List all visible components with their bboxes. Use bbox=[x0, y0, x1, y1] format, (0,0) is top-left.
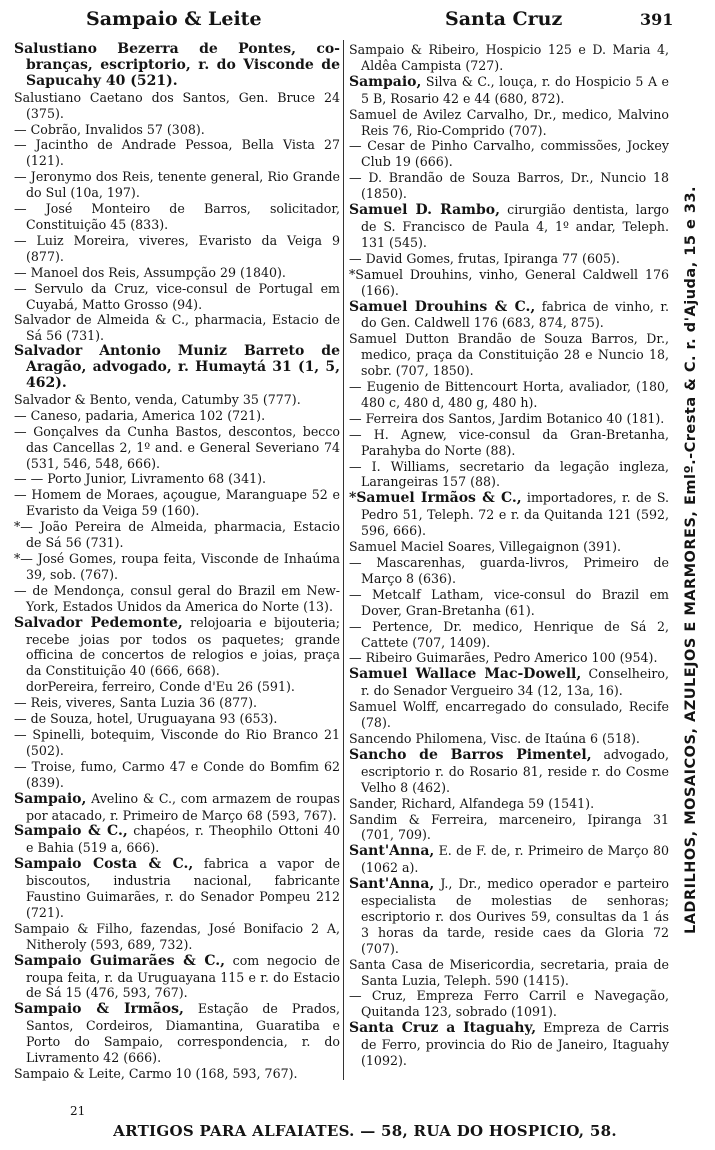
directory-entry: Sampaio Guimarães & C., com negocio de roupa feita, r. da Uruguayana 115 e r. do Estacio de Sá 15 (476, 593, 767). bbox=[14, 952, 340, 1001]
directory-entry: — Cesar de Pinho Carvalho, commissões, Jockey Club 19 (666). bbox=[349, 138, 669, 170]
directory-entry: Sampaio, Avelino & C., com armazem de roupas por atacado, r. Primeiro de Março 68 (593, 767). bbox=[14, 790, 340, 823]
directory-entry: — Caneso, padaria, America 102 (721). bbox=[14, 407, 266, 423]
directory-entry: Santa Cruz a Itaguahy, Empreza de Carris de Ferro, provincia do Rio de Janeiro, Itaguahy (1092). bbox=[349, 1020, 670, 1069]
directory-entry: dorPereira, ferreiro, Conde d'Eu 26 (591). bbox=[26, 679, 295, 695]
directory-entry: — Cruz, Empreza Ferro Carril e Navegação, Quitanda 123, sobrado (1091). bbox=[349, 988, 669, 1020]
directory-entry: — Ferreira dos Santos, Jardim Botanico 40 (181). bbox=[349, 410, 665, 426]
running-head-left: Sampaio & Leite bbox=[86, 8, 262, 30]
page-header bbox=[0, 6, 715, 32]
directory-entry: Sant'Anna, J., Dr., medico operador e parteiro especialista de molestias de senhoras; escriptorio r. dos Ourives 59, consultas da 1 ás 3 horas da tarde, reside caes da Gloria 72 (707). bbox=[349, 876, 669, 956]
directory-entry: — Jacintho de Andrade Pessoa, Bella Vista 27 (121). bbox=[14, 137, 340, 169]
directory-entry: — de Mendonça, consul geral do Brazil em New-York, Estados Unidos da America do Norte (13). bbox=[14, 582, 340, 614]
directory-entry: Salustiano Bezerra de Pontes, co-branças, escriptorio, r. do Visconde de Sapucahy 40 (521). bbox=[14, 41, 340, 89]
directory-entry: Santa Casa de Misericordia, secretaria, praia de Santa Luzia, Teleph. 590 (1415). bbox=[349, 956, 669, 988]
directory-entry: — — Porto Junior, Livramento 68 (341). bbox=[14, 471, 267, 487]
signature-number: 21 bbox=[70, 1104, 86, 1118]
directory-entry: Sampaio & Irmãos, Estação de Prados, Santos, Cordeiros, Diamantina, Guaratiba e Porto do Sampaio, correspondencia, r. do Livramento 42 (666). bbox=[14, 1001, 340, 1066]
directory-entry: Sandim & Ferreira, marceneiro, Ipiranga 31 (701, 709). bbox=[349, 811, 669, 843]
column-divider bbox=[343, 40, 344, 1080]
directory-entry: — D. Brandão de Souza Barros, Dr., Nuncio 18 (1850). bbox=[349, 170, 669, 202]
directory-entry: Salustiano Caetano dos Santos, Gen. Bruce 24 (375). bbox=[14, 89, 340, 121]
running-head-right: Santa Cruz bbox=[445, 8, 563, 30]
directory-entry: Samuel Drouhins & C., fabrica de vinho, r. do Gen. Caldwell 176 (683, 874, 875). bbox=[349, 298, 669, 331]
directory-entry: Salvador & Bento, venda, Catumby 35 (777). bbox=[14, 391, 301, 407]
directory-entry: Sant'Anna, E. de F. de, r. Primeiro de Março 80 (1062 a). bbox=[349, 843, 669, 876]
directory-entry: *— José Gomes, roupa feita, Visconde de Inhaúma 39, sob. (767). bbox=[14, 551, 340, 582]
directory-entry: Sampaio & Ribeiro, Hospicio 125 e D. Maria 4, Aldêa Campista (727). bbox=[349, 42, 669, 73]
directory-entry: — David Gomes, frutas, Ipiranga 77 (605). bbox=[349, 250, 620, 266]
directory-entry: — Reis, viveres, Santa Luzia 36 (877). bbox=[14, 695, 258, 711]
directory-entry: Sampaio & Filho, fazendas, José Bonifacio 2 A, Nitheroly (593, 689, 732). bbox=[14, 920, 340, 952]
directory-entry: — Luiz Moreira, viveres, Evaristo da Veiga 9 (877). bbox=[14, 232, 340, 264]
directory-entry: Sander, Richard, Alfandega 59 (1541). bbox=[349, 795, 595, 811]
directory-entry: — I. Williams, secretario da legação ingleza, Larangeiras 157 (88). bbox=[349, 458, 669, 490]
vertical-advertisement bbox=[676, 40, 706, 1080]
footer-advertisement: ARTIGOS PARA ALFAIATES. — 58, RUA DO HOSPICIO, 58. bbox=[113, 1122, 617, 1140]
directory-entry: — Gonçalves da Cunha Bastos, descontos, becco das Cancellas 2, 1º and. e General Severiano 74 (531, 546, 548, 666). bbox=[14, 423, 340, 471]
directory-entry: Samuel D. Rambo, cirurgião dentista, largo de S. Francisco de Paula 4, 1º andar, Teleph. 131 (545). bbox=[349, 202, 669, 250]
directory-entry: — Cobrão, Invalidos 57 (308). bbox=[14, 121, 205, 137]
directory-entry: Salvador de Almeida & C., pharmacia, Estacio de Sá 56 (731). bbox=[14, 312, 340, 344]
directory-entry: — Homem de Moraes, açougue, Maranguape 52 e Evaristo da Veiga 59 (160). bbox=[14, 487, 340, 519]
directory-entry: — de Souza, hotel, Uruguayana 93 (653). bbox=[14, 711, 278, 727]
directory-entry: Sampaio & Leite, Carmo 10 (168, 593, 767). bbox=[14, 1066, 298, 1081]
directory-entry: *Samuel Irmãos & C., importadores, r. de S. Pedro 51, Teleph. 72 e r. da Quitanda 121 (592, 596, 666). bbox=[349, 490, 670, 539]
directory-entry: — Spinelli, botequim, Visconde do Rio Branco 21 (502). bbox=[14, 726, 340, 758]
sidebar-text: LADRILHOS, MOSAICOS, AZULEJOS E MARMORES, Emlº.-Cresta & C. r. d'Ajuda, 15 e 33. bbox=[683, 185, 699, 935]
directory-entry: Samuel Wolff, encarregado do consulado, Recife (78). bbox=[349, 699, 669, 731]
directory-entry: Samuel Maciel Soares, Villegaignon (391). bbox=[349, 539, 622, 555]
page-number: 391 bbox=[640, 10, 674, 29]
directory-entry: Sancendo Philomena, Visc. de Itaúna 6 (518). bbox=[349, 730, 640, 746]
directory-entry: — Metcalf Latham, vice-consul do Brazil em Dover, Gran-Bretanha (61). bbox=[349, 586, 669, 618]
directory-entry: — Ribeiro Guimarães, Pedro Americo 100 (954). bbox=[349, 650, 658, 666]
directory-entry: Salvador Pedemonte, relojoaria e bijouteria; recebe joias por todos os paquetes; grande officina de concertos de relogios e joias, praça da Constituição 40 (666, 668). bbox=[14, 614, 340, 679]
directory-entry: Sampaio & C., chapéos, r. Theophilo Ottoni 40 e Bahia (519 a, 666). bbox=[14, 823, 340, 856]
left-column bbox=[14, 42, 340, 1082]
directory-entry: Sancho de Barros Pimentel, advogado, escriptorio r. do Rosario 81, reside r. do Cosme Velho 8 (462). bbox=[349, 746, 669, 795]
directory-entry: — José Monteiro de Barros, solicitador, Constituição 45 (833). bbox=[14, 201, 340, 232]
directory-entry: Sampaio Costa & C., fabrica a vapor de biscoutos, industria nacional, fabricante Faustino Guimarães, r. do Senador Pompeu 212 (721). bbox=[14, 856, 340, 920]
right-column bbox=[349, 42, 669, 1069]
directory-entry: Samuel de Avilez Carvalho, Dr., medico, Malvino Reis 76, Rio-Comprido (707). bbox=[349, 106, 669, 138]
directory-entry: — Jeronymo dos Reis, tenente general, Rio Grande do Sul (10a, 197). bbox=[14, 169, 340, 201]
directory-entry: Samuel Dutton Brandão de Souza Barros, Dr., medico, praça da Constituição 28 e Nuncio 18, sobr. (707, 1850). bbox=[349, 331, 669, 379]
directory-entry: — Pertence, Dr. medico, Henrique de Sá 2, Cattete (707, 1409). bbox=[349, 618, 669, 650]
directory-entry: Salvador Antonio Muniz Barreto de Aragão, advogado, r. Humaytá 31 (1, 5, 462). bbox=[14, 343, 340, 392]
directory-entry: *— João Pereira de Almeida, pharmacia, Estacio de Sá 56 (731). bbox=[14, 519, 340, 551]
directory-entry: *Samuel Drouhins, vinho, General Caldwell 176 (166). bbox=[349, 266, 669, 298]
directory-entry: — Mascarenhas, guarda-livros, Primeiro de Março 8 (636). bbox=[349, 555, 669, 586]
directory-entry: Sampaio, Silva & C., louça, r. do Hospicio 5 A e 5 B, Rosario 42 e 44 (680, 872). bbox=[349, 73, 669, 106]
directory-entry: — Troise, fumo, Carmo 47 e Conde do Bomfim 62 (839). bbox=[14, 758, 340, 790]
directory-entry: — Manoel dos Reis, Assumpção 29 (1840). bbox=[14, 264, 286, 280]
directory-entry: — Eugenio de Bittencourt Horta, avaliador, (180, 480 c, 480 d, 480 g, 480 h). bbox=[349, 379, 669, 410]
directory-entry: — H. Agnew, vice-consul da Gran-Bretanha, Parahyba do Norte (88). bbox=[349, 426, 669, 458]
directory-entry: — Servulo da Cruz, vice-consul de Portugal em Cuyabá, Matto Grosso (94). bbox=[14, 280, 340, 312]
directory-entry: Samuel Wallace Mac-Dowell, Conselheiro, r. do Senador Vergueiro 34 (12, 13a, 16). bbox=[349, 666, 669, 699]
